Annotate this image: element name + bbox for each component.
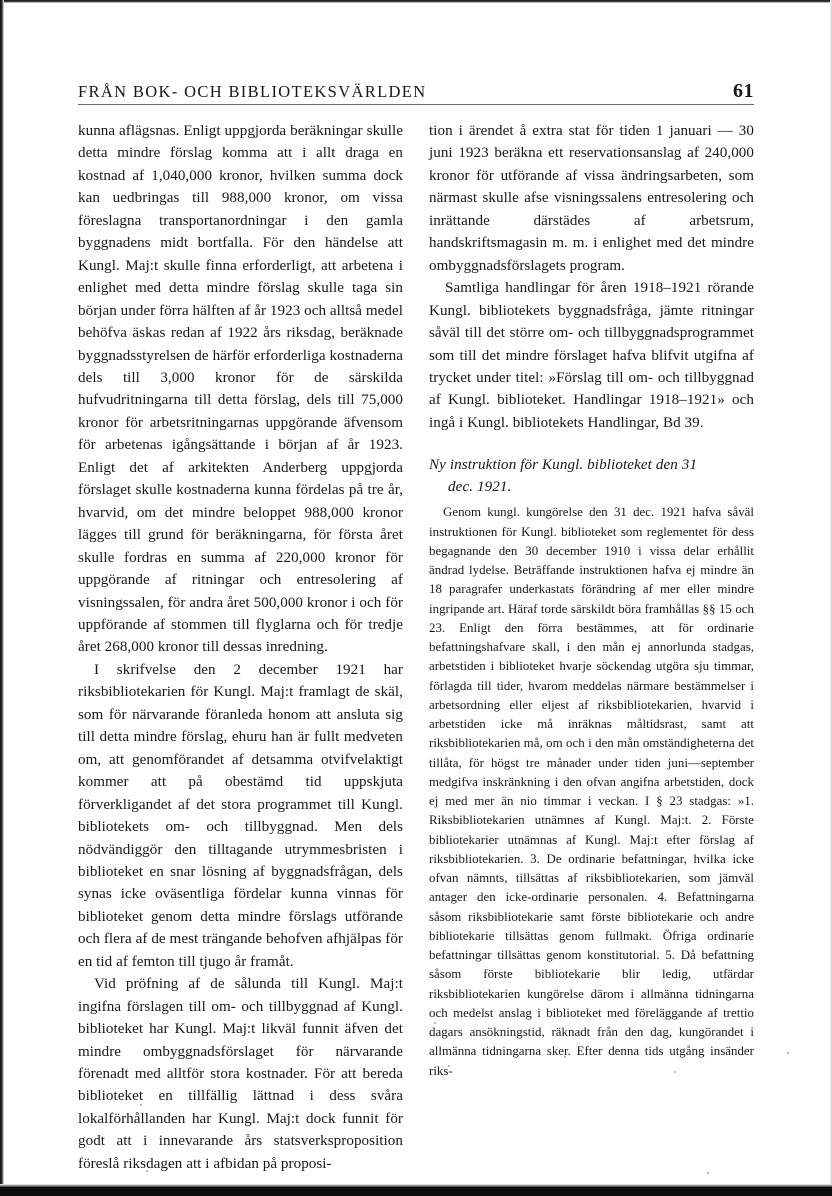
right-column <box>429 120 754 1175</box>
running-head <box>78 80 754 106</box>
left-column <box>78 120 403 1175</box>
paragraph: tion i ärendet å extra stat för tiden 1 januari — 30 juni 1923 beräkna ett reservationsanslag af 240,000 kronor för utförande af vissa ändringsarbeten, som närmast skulle afse visningssalens entresolering och inrättande därstädes af arbetsrum, handskriftsmagasin m. m. i enlighet med det mindre ombyggnadsförslagets program. <box>429 123 754 274</box>
section-heading-line-1: Ny instruktion för Kungl. biblioteket den 31 <box>429 457 698 474</box>
paragraph: Samtliga handlingar för åren 1918–1921 rörande Kungl. bibliotekets byggnadsfråga, jämte ritningar såväl till det större om- och tillbyggnadsprogrammet som till det mindre förslaget hafva blifvit utgifna af trycket under titel: »Förslag till om- och tillbyggnad af Kungl. biblioteket. Handlingar 1918–1921» och ingå i Kungl. bibliotekets Handlingar, Bd 39. <box>429 280 754 431</box>
scan-edge-top <box>0 0 832 3</box>
paragraph: kunna aflägsnas. Enligt uppgjorda beräkningar skulle detta mindre förslag komma att i allt draga en kostnad af 1,040,000 kronor, hvilken summa dock kan uedbringas till 988,000 kronor, om vissa föreslagna transportanordningar i den gamla byggnadens midt bortfalla. För den händelse att Kungl. Maj:t skulle finna erforderligt, att arbetena i enlighet med detta mindre förslag skulle taga sin början under förra hälften af år 1923 och alltså medel behöfva äskas redan af 1922 års riksdag, beräknade byggnadsstyrelsen de härför erforderliga kostnaderna dels till 3,000 kronor för de särskilda hufvudritningarna till detta förslag, dels till 75,000 kronor för arbetsritningarnas uppgörande äfvensom för arbetenas igångsättande i början af år 1923. Enligt det af arkitekten Anderberg uppgjorda förslaget skulle kostnaderna kunna fördelas på tre år, hvarvid, om det mindre beloppet 988,000 kronor lägges till grund för beräkningarna, för första året skulle fordras en summa af 220,000 kronor för uppgörande af ritningar och entresolering af visningssalen, för andra året 500,000 kronor i och för uppförande af stommen till flyglarna och för tredje året 268,000 kronor till dessas inredning. <box>78 123 403 656</box>
section-heading <box>429 455 754 498</box>
body-columns <box>78 120 754 1175</box>
scan-edge-left <box>0 0 4 1196</box>
page-number: 61 <box>733 80 754 102</box>
scan-speck <box>787 1052 789 1054</box>
section-heading-line-2: dec. 1921. <box>448 478 512 495</box>
paragraph: I skrifvelse den 2 december 1921 har riksbibliotekarien för Kungl. Maj:t framlagt de skäl, som för närvarande föranleda honom att ansluta sig till detta mindre förslag, ehuru han är fullt medveten om, att genomförandet af detsamma otvifvelaktigt kommer att på obestämd tid uppskjuta förverkligandet af det stora programmet till Kungl. bibliotekets om- och tillbyggnad. Men dels nödvändiggör den tilltagande utrymmesbristen i biblioteket en snar lösning af byggnadsfrågan, dels synas icke oväsentliga fördelar kunna vinnas för biblioteket genom detta mindre förslags utförande och flera af de mest trängande behofven afhjälpas för en tid af femton till tjugo år framåt. <box>78 661 403 970</box>
scan-edge-bottom <box>0 1187 832 1196</box>
header-rule <box>78 104 754 105</box>
paragraph: Vid pröfning af de sålunda till Kungl. Maj:t ingifna förslagen till om- och tillbyggnad af Kungl. biblioteket har Kungl. Maj:t likväl funnit äfven det mindre ombyggnadsförslaget för närvarande förenadt med alltför stora kostnader. För att bereda biblioteket en tillfällig lättnad i dess svåra lokalförhållanden har Kungl. Maj:t dock funnit för godt att i innevarande års statsverksproposition föreslå riksdagen att i afbidan på proposi- <box>78 976 403 1172</box>
running-head-title: FRÅN BOK- OCH BIBLIOTEKSVÄRLDEN <box>78 81 427 102</box>
paragraph-petit: Genom kungl. kungörelse den 31 dec. 1921 hafva såväl instruktionen för Kungl. biblioteket som reglementet för dess begagnande den 30 december 1910 i vissa delar erhållit ändrad lydelse. Beträffande instruktionen hafva ej mindre än 18 paragrafer underkastats förändring af mer eller mindre ingripande art. Häraf torde särskildt böra framhållas §§ 15 och 23. Enligt den förra bestämmes, att för ordinarie befattningshafvare skall, i den mån ej annorlunda stadgas, arbetstiden i biblioteket hvarje söckendag utgöra sju timmar, förlagda till tider, hvarom meddelas närmare bestämmelser i arbetsordning eller eljest af riksbibliotekarien, hvarvid i arbetstiden icke må inräknas måltidsrast, samt att riksbibliotekarien må, om och i den mån omständigheterna det tillåta, för högst tre månader under tiden juni—september medgifva inskränkning i den ofvan angifna arbetstiden, dock ej med mer än nio timmar i veckan. I § 23 stadgas: »1. Riksbibliotekarien utnämnes af Kungl. Maj:t. 2. Förste bibliotekarier utnämnas af Kungl. Maj:t efter förslag af riksbibliotekarien. 3. De ordinarie befattningar, hvilka icke ofvan nämnts, tillsättas af riksbibliotekarien, som jämväl antager den icke-ordinarie personalen. 4. Befattningarna såsom riksbibliotekarie samt förste bibliotekarie och andre bibliotekarie tillsättas genom fullmakt. Öfriga ordinarie befattningar tillsättas genom konstitutorial. 5. Då befattning såsom förste bibliotekarie blir ledig, utfärdar riksbibliotekarien kungörelse därom i allmänna tidningarna och medelst anslag i biblioteket med föreläggande af trettio dagars ansökningstid, räknadt från den dag, kungörandet i allmänna tidningarna sker. Efter denna tids utgång insänder riks- <box>429 505 754 1078</box>
